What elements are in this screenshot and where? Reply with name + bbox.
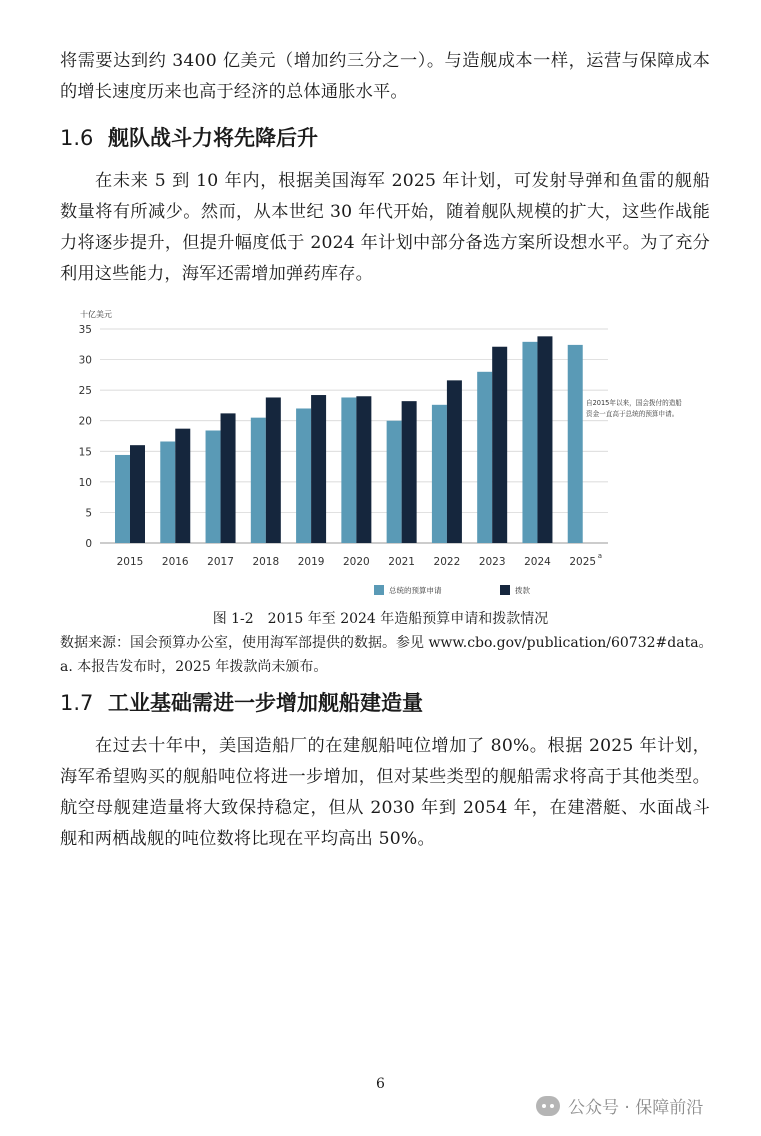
- x-tick-label: 2023: [478, 556, 506, 568]
- x-tick-label: 2025: [569, 556, 597, 568]
- y-tick-label: 5: [85, 507, 92, 520]
- x-tick-footnote-mark: a: [597, 552, 603, 560]
- section-number: 1.6: [60, 126, 94, 150]
- bar-appropriation-2021: [402, 401, 417, 543]
- x-tick-label: 2020: [342, 556, 370, 568]
- y-axis-unit-label: 十亿美元: [80, 310, 112, 319]
- bar-appropriation-2016: [175, 429, 190, 543]
- bar-request-2024: [522, 342, 537, 543]
- bar-request-2019: [296, 408, 311, 543]
- section-number: 1.7: [60, 691, 94, 715]
- x-tick-label: 2017: [207, 556, 234, 568]
- watermark: [536, 1093, 703, 1118]
- page-number: 6: [376, 1076, 385, 1092]
- bar-appropriation-2017: [221, 413, 236, 543]
- bar-request-2015: [115, 455, 130, 543]
- section-title: 工业基础需进一步增加舰船建造量: [108, 691, 423, 715]
- figure-footnote: a. 本报告发布时，2025 年拨款尚未颁布。: [60, 659, 328, 675]
- y-tick-label: 30: [78, 354, 92, 367]
- intro-paragraph: 将需要达到约 3400 亿美元（增加约三分之一）。与造舰成本一样，运营与保障成本的增长速度历来也高于经济的总体通胀水平。: [60, 51, 710, 102]
- bar-request-2018: [251, 418, 266, 543]
- chart-annotation-line: 资金一直高于总统的预算申请。: [586, 410, 679, 418]
- chart-bars: [115, 336, 583, 543]
- watermark-text: 公众号 · 保障前沿: [568, 1098, 704, 1118]
- figure-caption: 图 1-2 2015 年至 2024 年造船预算申请和拨款情况: [212, 611, 549, 627]
- bar-request-2025: [568, 345, 583, 543]
- y-tick-label: 20: [78, 415, 92, 428]
- section-1-7-heading: [60, 688, 423, 718]
- bar-appropriation-2019: [311, 395, 326, 543]
- section-1-6-paragraph: 在未来 5 到 10 年内，根据美国海军 2025 年计划，可发射导弹和鱼雷的舰船数量将有所减少。然而，从本世纪 30 年代开始，随着舰队规模的扩大，这些作战能力将逐步提升，但提升幅度低于 2024 年计划中部分备选方案所设想水平。为了充分利用这些能力，海军还需增加弹药库存。: [60, 171, 710, 284]
- x-tick-label: 2021: [388, 556, 416, 568]
- bar-request-2023: [477, 372, 492, 543]
- x-tick-label: 2018: [252, 556, 280, 568]
- y-tick-label: 35: [78, 324, 92, 336]
- legend-label: 总统的预算申请: [389, 586, 442, 595]
- bar-appropriation-2018: [266, 397, 281, 543]
- bar-appropriation-2020: [356, 396, 371, 543]
- section-1-6-heading: [60, 123, 318, 153]
- bar-request-2017: [206, 430, 221, 543]
- bar-request-2016: [160, 442, 175, 543]
- y-tick-label: 10: [78, 476, 92, 489]
- legend-swatch: [374, 585, 384, 595]
- x-tick-label: 2022: [433, 556, 461, 568]
- y-tick-label: 25: [78, 385, 92, 398]
- bar-request-2022: [432, 405, 447, 543]
- bar-request-2021: [387, 421, 402, 543]
- budget-bar-chart: [60, 305, 720, 605]
- y-tick-label: 15: [78, 446, 92, 459]
- bar-appropriation-2015: [130, 445, 145, 543]
- chart-annotation-line: 自2015年以来，国会拨付的造船: [586, 399, 682, 407]
- bar-appropriation-2022: [447, 380, 462, 543]
- wechat-icon: [536, 1096, 560, 1116]
- x-tick-label: 2016: [161, 556, 189, 568]
- section-1-7-paragraph: 在过去十年中，美国造船厂的在建舰船吨位增加了 80%。根据 2025 年计划，海军希望购买的舰船吨位将进一步增加，但对某些类型的舰船需求将高于其他类型。航空母舰建造量将大致保持稳定，但从 2030 年到 2054 年，在建潜艇、水面战斗舰和两栖战舰的吨位数将比现在平均高出 50%。: [60, 736, 710, 849]
- legend-label: 拨款: [515, 586, 530, 595]
- bar-appropriation-2023: [492, 347, 507, 543]
- bar-appropriation-2024: [537, 336, 552, 543]
- figure-source: 数据来源：国会预算办公室，使用海军部提供的数据。参见 www.cbo.gov/publication/60732#data。: [60, 635, 713, 651]
- section-title: 舰队战斗力将先降后升: [108, 126, 318, 150]
- legend-swatch: [500, 585, 510, 595]
- x-tick-label: 2024: [524, 556, 551, 568]
- y-tick-label: 0: [85, 538, 92, 550]
- x-tick-label: 2015: [116, 556, 144, 568]
- bar-request-2020: [341, 397, 356, 543]
- x-tick-label: 2019: [297, 556, 325, 568]
